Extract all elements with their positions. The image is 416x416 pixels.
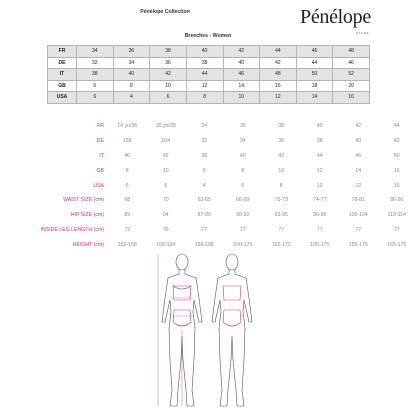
measurement-cell: 12 xyxy=(316,167,323,174)
size-cell: 6 xyxy=(150,92,187,104)
measurement-cell: 38 xyxy=(278,123,285,130)
measurement-label: GB xyxy=(96,167,104,174)
size-cell: 4 xyxy=(113,92,150,104)
measurement-cell: 152-158 xyxy=(117,241,137,248)
measurement-cell: 16 xyxy=(393,167,400,174)
size-cell: 46 xyxy=(296,46,333,58)
size-row-label: GB xyxy=(48,80,77,92)
measurement-cell: 70 xyxy=(162,197,169,204)
measurement-cell: 14 xyxy=(355,167,362,174)
size-cell: 44 xyxy=(260,46,297,58)
size-row xyxy=(48,80,370,92)
measurement-label: INSIDE LEG LENGTH (cm) xyxy=(40,226,104,233)
size-cell: 38 xyxy=(150,46,187,58)
size-row-label: FR xyxy=(48,46,77,58)
size-row xyxy=(48,57,370,69)
measurement-row xyxy=(0,134,416,149)
measurement-cell: 78-81 xyxy=(351,197,365,204)
measurement-cell: 96-99 xyxy=(313,212,327,219)
measurement-cell: 164 xyxy=(161,138,171,145)
measurement-label: FR xyxy=(97,123,104,130)
measurement-row xyxy=(0,178,416,193)
measurement-cell: 44 xyxy=(316,152,323,159)
measurement-cell: 162-172 xyxy=(271,241,291,248)
size-row xyxy=(48,69,370,81)
size-cell: 44 xyxy=(296,57,333,69)
measurement-row xyxy=(0,223,416,238)
size-row xyxy=(48,46,370,58)
size-cell: 42 xyxy=(150,69,187,81)
measurement-cell: 12 xyxy=(355,182,362,189)
measurement-label: IT xyxy=(99,152,104,159)
measurement-cell: 77 xyxy=(239,226,246,233)
measurement-cell: 8 xyxy=(279,182,283,189)
measurement-cell: 40 xyxy=(355,138,362,145)
measurement-cell: 110-114 xyxy=(387,212,406,219)
measurement-cell: 10 xyxy=(162,167,169,174)
measurement-label: DE xyxy=(96,138,104,145)
measurement-cell: 8 xyxy=(164,182,168,189)
measurement-cell: 42 xyxy=(393,138,400,145)
size-row xyxy=(48,92,370,104)
measurement-cell: 165-175 xyxy=(348,241,368,248)
measurement-cell: 165-175 xyxy=(310,241,330,248)
front-figure-icon xyxy=(158,254,202,406)
measurement-cell: 16 xyxy=(393,182,400,189)
measurement-cell: 8 xyxy=(125,167,129,174)
size-cell: 10 xyxy=(150,80,187,92)
size-row-label: DE xyxy=(48,57,77,69)
brand-logo: Pénélope xyxy=(300,6,371,28)
measurement-cell: 73 xyxy=(124,226,131,233)
measurement-row xyxy=(0,163,416,178)
measurement-cell: 8 xyxy=(241,167,245,174)
size-cell: 8 xyxy=(186,92,223,104)
measurement-cell: 66-69 xyxy=(236,197,250,204)
measurement-cell: 32 xyxy=(201,138,208,145)
measurement-row xyxy=(0,193,416,208)
measurement-cell: 16 yo/38 xyxy=(155,123,176,130)
size-cell: 18 xyxy=(296,80,333,92)
size-cell: 12 xyxy=(186,80,223,92)
measurement-cell: 38 xyxy=(201,152,208,159)
measurement-cell: 6 xyxy=(241,182,245,189)
measurement-label: HEIGHT (cm) xyxy=(72,241,104,248)
measurement-cell: 77 xyxy=(355,226,362,233)
measurement-cell: 6 xyxy=(202,167,206,174)
measurement-cell: 10 xyxy=(316,182,323,189)
measurement-cell: 40 xyxy=(239,152,246,159)
measurement-cell: 70-73 xyxy=(274,197,288,204)
measurement-cell: 40 xyxy=(316,123,323,130)
size-cell: 16 xyxy=(333,92,370,104)
size-cell: 14 xyxy=(296,92,333,104)
measurement-cell: 50 xyxy=(393,152,400,159)
size-cell: 38 xyxy=(77,69,114,81)
size-cell: 48 xyxy=(260,69,297,81)
measurement-cell: 34 xyxy=(239,138,246,145)
measurement-row xyxy=(0,119,416,134)
measurement-cell: 77 xyxy=(278,226,285,233)
measurement-cell: 160-170 xyxy=(233,241,253,248)
measurement-cell: 42 xyxy=(162,152,169,159)
size-cell: 42 xyxy=(223,46,260,58)
measurement-cell: 77 xyxy=(393,226,400,233)
measurement-cell: 42 xyxy=(278,152,285,159)
measurement-cell: 36 xyxy=(239,123,246,130)
measurement-cell: 93-95 xyxy=(274,212,288,219)
measurement-cell: 6 xyxy=(125,182,129,189)
size-cell: 38 xyxy=(186,57,223,69)
measurement-cell: 68 xyxy=(124,197,131,204)
size-cell: 40 xyxy=(186,46,223,58)
size-cell: 32 xyxy=(77,57,114,69)
table-subtitle: Breeches - Women xyxy=(184,33,232,39)
body-measurement-illustration xyxy=(152,250,262,414)
size-cell: 14 xyxy=(223,80,260,92)
measurements-table xyxy=(0,119,416,252)
size-cell: 8 xyxy=(113,80,150,92)
size-cell: 40 xyxy=(223,57,260,69)
measurement-cell: 42 xyxy=(355,123,362,130)
size-cell: 40 xyxy=(113,69,150,81)
measurement-cell: 165-175 xyxy=(387,241,407,248)
measurement-cell: 77 xyxy=(201,226,208,233)
measurement-cell: 158 xyxy=(122,138,132,145)
size-cell: 34 xyxy=(113,57,150,69)
size-conversion-table xyxy=(47,45,370,104)
measurement-cell: 14 yo/36 xyxy=(117,123,138,130)
measurement-cell: 76 xyxy=(162,226,169,233)
measurement-cell: 89 xyxy=(124,212,131,219)
measurement-cell: 63-65 xyxy=(197,197,211,204)
measurement-cell: 90-92 xyxy=(236,212,250,219)
size-cell: 48 xyxy=(333,46,370,58)
size-cell: 10 xyxy=(223,92,260,104)
measurement-row xyxy=(0,149,416,164)
size-cell: 34 xyxy=(77,46,114,58)
measurement-cell: 87-89 xyxy=(197,212,211,219)
size-cell: 16 xyxy=(260,80,297,92)
size-cell: 36 xyxy=(150,57,187,69)
size-cell: 44 xyxy=(186,69,223,81)
page-title: Pénélope Collection xyxy=(140,9,190,15)
size-cell: 50 xyxy=(296,69,333,81)
size-cell: 42 xyxy=(260,57,297,69)
size-cell: 12 xyxy=(260,92,297,104)
measurement-label: USA xyxy=(93,182,104,189)
size-row-label: USA xyxy=(48,92,77,104)
size-cell: 46 xyxy=(333,57,370,69)
size-cell: 6 xyxy=(77,92,114,104)
measurement-cell: 46 xyxy=(355,152,362,159)
measurement-cell: 36 xyxy=(278,138,285,145)
measurement-cell: 4 xyxy=(202,182,206,189)
size-row-label: IT xyxy=(48,69,77,81)
size-cell: 36 xyxy=(113,46,150,58)
measurement-label: WAIST SIZE (cm) xyxy=(63,197,104,204)
measurement-cell: 158-168 xyxy=(194,241,214,248)
size-cell: 6 xyxy=(77,80,114,92)
size-cell: 20 xyxy=(333,80,370,92)
measurement-cell: 94 xyxy=(162,212,169,219)
measurement-cell: 158-164 xyxy=(156,241,176,248)
measurement-cell: 77 xyxy=(316,226,323,233)
size-cell: 46 xyxy=(223,69,260,81)
measurement-cell: 74-77 xyxy=(313,197,327,204)
size-cell: 52 xyxy=(333,69,370,81)
measurement-row xyxy=(0,208,416,223)
measurement-cell: 40 xyxy=(124,152,131,159)
measurement-cell: 100-104 xyxy=(348,212,368,219)
measurement-cell: 86-90 xyxy=(390,197,404,204)
measurement-label: HIP SIZE (cm) xyxy=(70,212,104,219)
brand-logo-sub: STORE xyxy=(356,31,370,35)
measurement-cell: 44 xyxy=(393,123,400,130)
measurement-cell: 10 xyxy=(278,167,285,174)
measurement-cell: 38 xyxy=(316,138,323,145)
back-figure-icon xyxy=(212,254,252,406)
measurement-cell: 34 xyxy=(201,123,208,130)
